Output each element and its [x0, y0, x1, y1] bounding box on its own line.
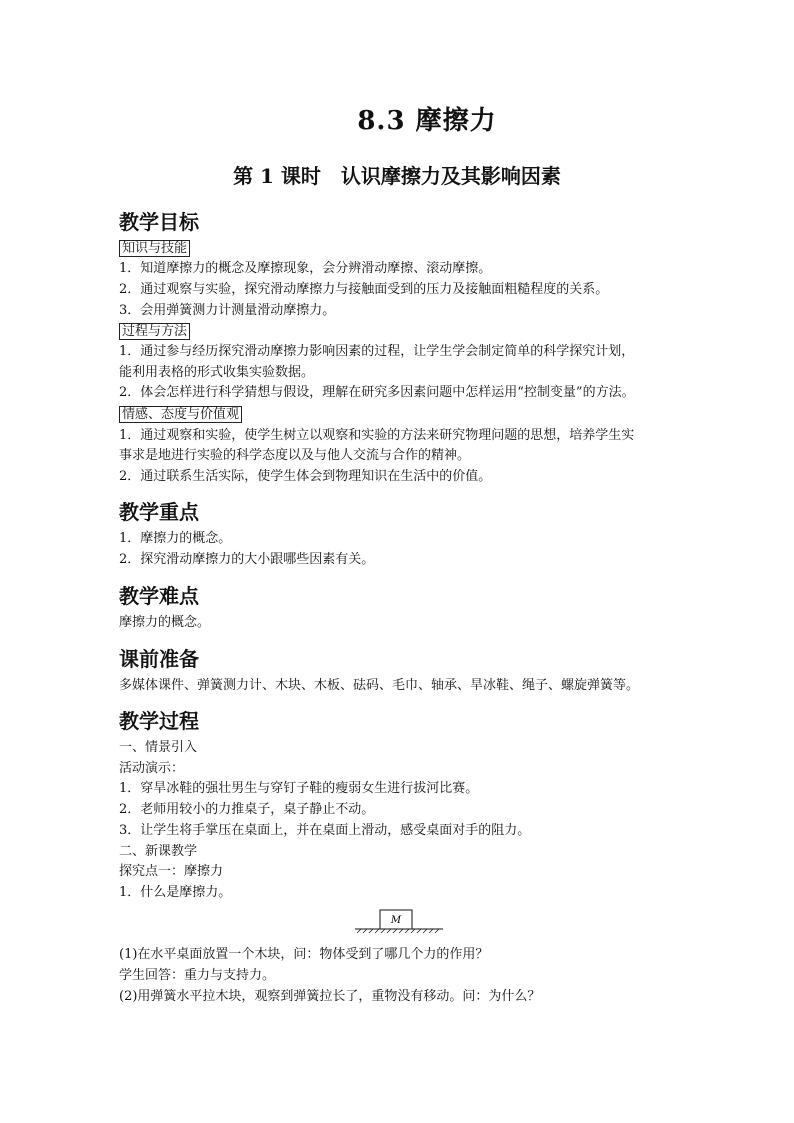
emotion-label: 情感、态度与价值观	[119, 406, 242, 423]
block-diagram	[355, 908, 445, 934]
process-step: 一、情景引入	[119, 740, 198, 755]
page-title: 8.3 摩擦力	[357, 106, 497, 136]
knowledge-label-line	[119, 239, 190, 259]
process-step: 3．让学生将手掌压在桌面上，并在桌面上滑动，感受桌面对手的阻力。	[119, 823, 531, 838]
surface-hatching	[357, 929, 439, 933]
knowledge-item: 1．知道摩擦力的概念及摩擦现象，会分辨滑动摩擦、滚动摩擦。	[119, 261, 492, 276]
emotion-label-line	[119, 405, 242, 425]
key-point-item: 1．摩擦力的概念。	[119, 531, 232, 546]
process-item: 能利用表格的形式收集实验数据。	[119, 365, 315, 380]
process-step: 探究点一：摩擦力	[119, 864, 224, 879]
process-label-line	[119, 322, 190, 342]
process-step: 二、新课教学	[119, 844, 198, 859]
process-step: 活动演示：	[119, 761, 185, 776]
difficulty-heading: 教学难点	[119, 584, 199, 608]
key-point-item: 2．探究滑动摩擦力的大小跟哪些因素有关。	[119, 552, 375, 567]
teaching-process-heading: 教学过程	[119, 709, 199, 733]
preparation-heading: 课前准备	[119, 647, 199, 671]
process-label: 过程与方法	[119, 323, 190, 340]
emotion-item: 1．通过观察和实验，使学生树立以观察和实验的方法来研究物理问题的思想，培养学生实	[119, 428, 635, 443]
preparation-item: 多媒体课件、弹簧测力计、木块、木板、砝码、毛巾、轴承、旱冰鞋、绳子、螺旋弹簧等。	[119, 678, 640, 693]
objectives-heading: 教学目标	[119, 210, 199, 234]
knowledge-item: 3．会用弹簧测力计测量滑动摩擦力。	[119, 303, 336, 318]
process-step: (1)在水平桌面放置一个木块，问：物体受到了哪几个力的作用？	[119, 947, 489, 962]
process-step: 学生回答：重力与支持力。	[119, 968, 276, 983]
process-item: 1．通过参与经历探究滑动摩擦力影响因素的过程，让学生学会制定简单的科学探究计划，	[119, 344, 635, 359]
process-step: (2)用弹簧水平拉木块，观察到弹簧拉长了，重物没有移动。问：为什么？	[119, 989, 541, 1004]
knowledge-label: 知识与技能	[119, 240, 190, 257]
key-points-heading: 教学重点	[119, 500, 199, 524]
process-step: 2．老师用较小的力推桌子，桌子静止不动。	[119, 802, 375, 817]
process-item: 2．体会怎样进行科学猜想与假设，理解在研究多因素问题中怎样运用“控制变量”的方法。	[119, 385, 635, 400]
block-on-table-figure	[355, 908, 445, 934]
lesson-subtitle: 第 1 课时 认识摩擦力及其影响因素	[233, 164, 561, 188]
process-step: 1．什么是摩擦力。	[119, 885, 232, 900]
emotion-item: 2．通过联系生活实际，使学生体会到物理知识在生活中的价值。	[119, 469, 492, 484]
knowledge-item: 2．通过观察与实验，探究滑动摩擦力与接触面受到的压力及接触面粗糙程度的关系。	[119, 282, 609, 297]
emotion-item: 事求是地进行实验的科学态度以及与他人交流与合作的精神。	[119, 448, 471, 463]
process-step: 1．穿旱冰鞋的强壮男生与穿钉子鞋的瘦弱女生进行拔河比赛。	[119, 781, 479, 796]
difficulty-item: 摩擦力的概念。	[119, 615, 211, 630]
block-label: M	[390, 915, 402, 926]
